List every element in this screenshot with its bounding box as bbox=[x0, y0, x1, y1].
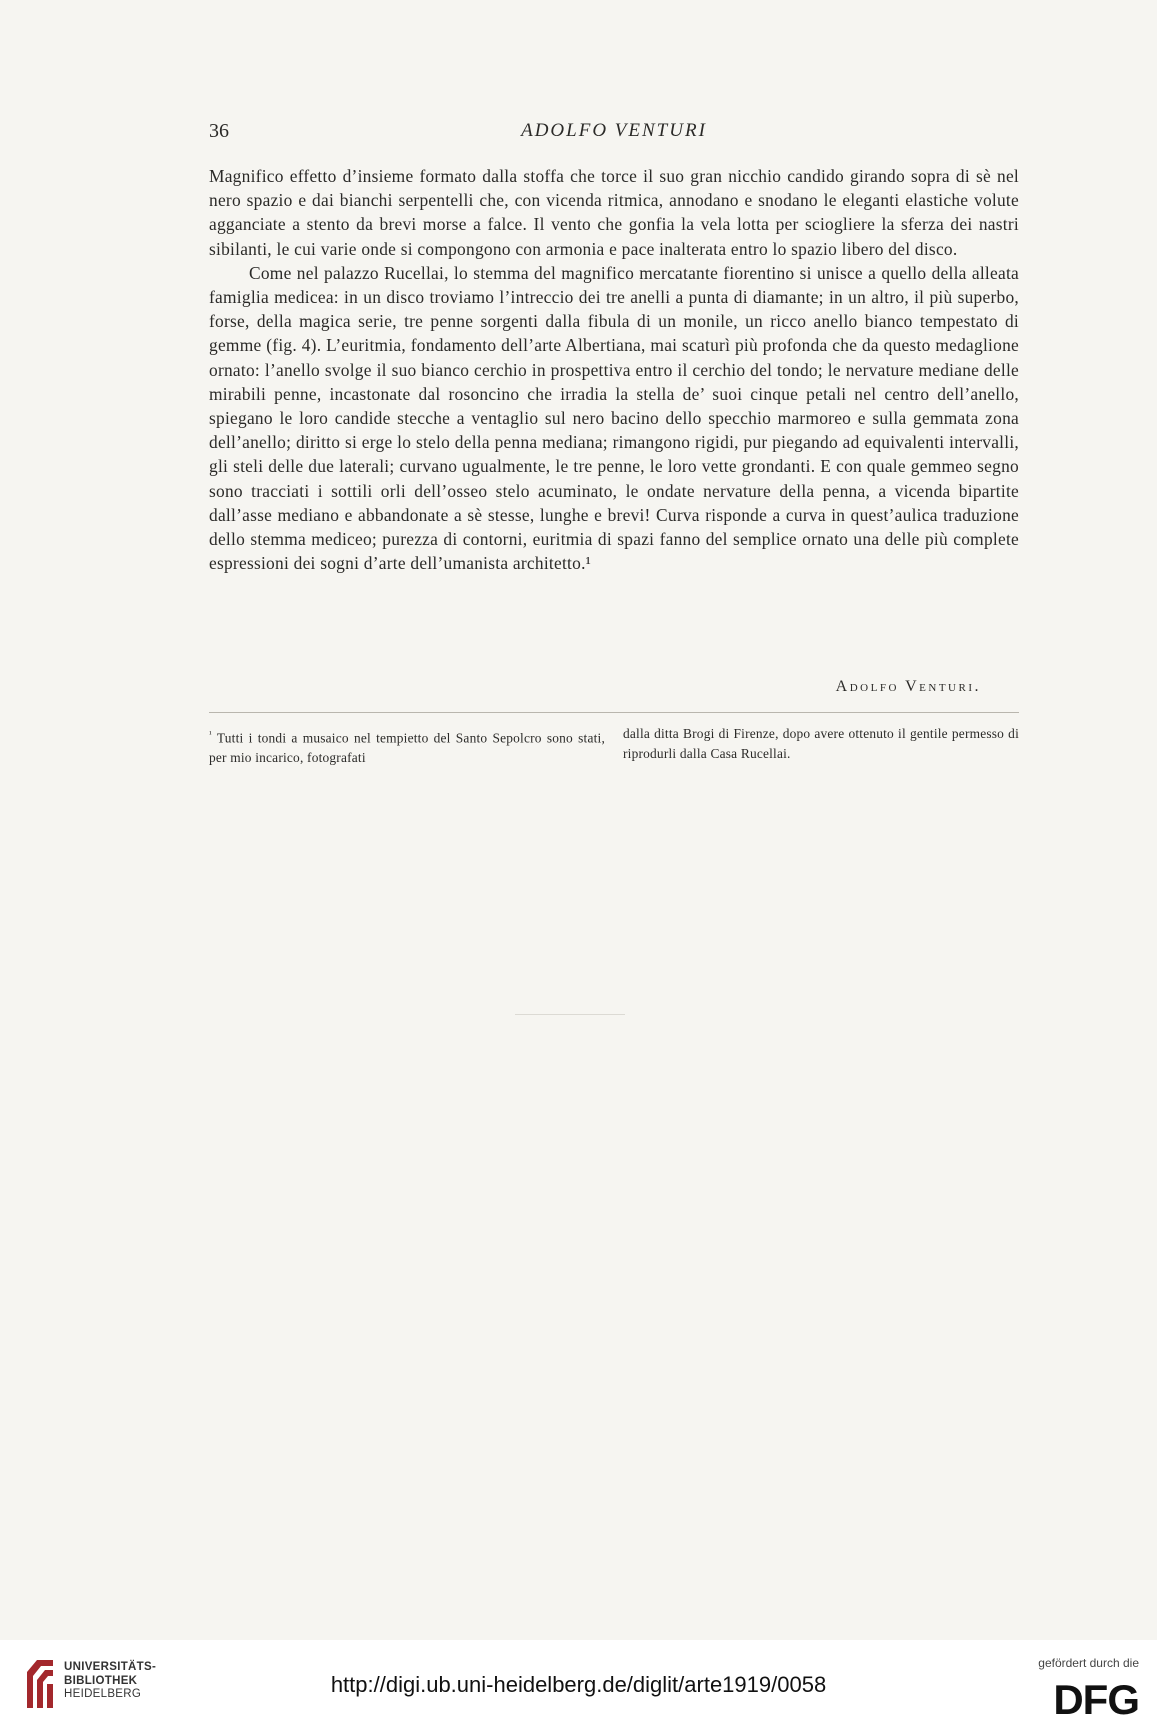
library-name-line-2: BIBLIOTHEK bbox=[64, 1674, 138, 1687]
faint-bleed-line bbox=[515, 1014, 625, 1015]
footnote-column-right bbox=[623, 724, 1019, 768]
library-name-line-1: UNIVERSITÄTS- bbox=[64, 1661, 157, 1673]
running-head bbox=[209, 120, 1019, 148]
running-title: ADOLFO VENTURI bbox=[521, 120, 707, 141]
footnote-marker: ¹ bbox=[209, 729, 212, 739]
footnote-text-right: dalla ditta Brogi di Firenze, dopo avere ottenuto il gentile permesso di riprodurli dalla Casa Rucellai. bbox=[623, 726, 1019, 761]
library-name-line-3: HEIDELBERG bbox=[64, 1688, 142, 1700]
digitization-footer bbox=[0, 1640, 1157, 1727]
footnote-divider bbox=[209, 712, 1019, 713]
author-signature: Adolfo Venturi. bbox=[835, 678, 981, 695]
paragraph-1: Magnifico effetto d’insieme formato dalla stoffa che torce il suo gran nicchio candido girando sopra di sè nel nero spazio e dai bianchi serpentelli che, con vicenda ritmica, annodano e snodano le eleganti elastiche volute agganciate a stento da brevi morse a falce. Il vento che gonfia la vela lotta per sciogliere la sferza dei nastri sibilanti, le cui varie onde si compongono con armonia e pace inalterata entro lo spazio libero del disco. bbox=[209, 166, 1019, 259]
footnote bbox=[209, 724, 1019, 768]
permalink-url[interactable]: http://digi.ub.uni-heidelberg.de/diglit/arte1919/0058 bbox=[330, 1672, 827, 1697]
funding-label: gefördert durch die bbox=[1038, 1656, 1139, 1670]
paragraph-2: Come nel palazzo Rucellai, lo stemma del magnifico mercatante fiorentino si unisce a quello della alleata famiglia medicea: in un disco troviamo l’intreccio dei tre anelli a punta di diamante; in un altro, il più superbo, forse, della magica serie, tre penne sorgenti dalla fibula di un monile, un ricco anello bianco tempestato di gemme (fig. 4). L’euritmia, fondamento dell’arte Albertiana, mai scaturì più profonda che da questo medaglione ornato: l’anello svolge il suo bianco cerchio in prospettiva entro il cerchio del tondo; le nervature mediane delle mirabili penne, incastonate dal rosoncino che irradia la stella de’ suoi cinque petali nel centro dell’anello, spiegano le loro candide stecche a ventaglio sul nero bacino dello specchio marmoreo e sulla gemmata zona dell’anello; diritto si erge lo stelo della penna mediana; rimangono rigidi, pur piegando ad equivalenti intervalli, gli steli delle due laterali; curvano ugualmente, le tre penne, le loro vette grondanti. E con quale gemmeo segno sono tracciati i sottili orli dell’osseo stelo acuminato, le ondate nervature della penna, a vicenda bipartite dall’asse mediano e abbandonate a sè stesse, lunghe e brevi! Curva risponde a curva in quest’aulica traduzione dello stemma mediceo; purezza di contorni, euritmia di spazi fanno del semplice ornato una delle più complete espressioni dei sogni d’arte dell’umanista architetto.¹ bbox=[209, 262, 1019, 574]
article-body bbox=[209, 164, 1019, 575]
page-number: 36 bbox=[209, 120, 229, 142]
footnote-column-left bbox=[209, 724, 605, 768]
footnote-text-left: Tutti i tondi a musaico nel tempietto del Santo Sepolcro sono stati, per mio incarico, fotografati bbox=[209, 730, 605, 766]
dfg-logo: DFG bbox=[1053, 1676, 1139, 1723]
